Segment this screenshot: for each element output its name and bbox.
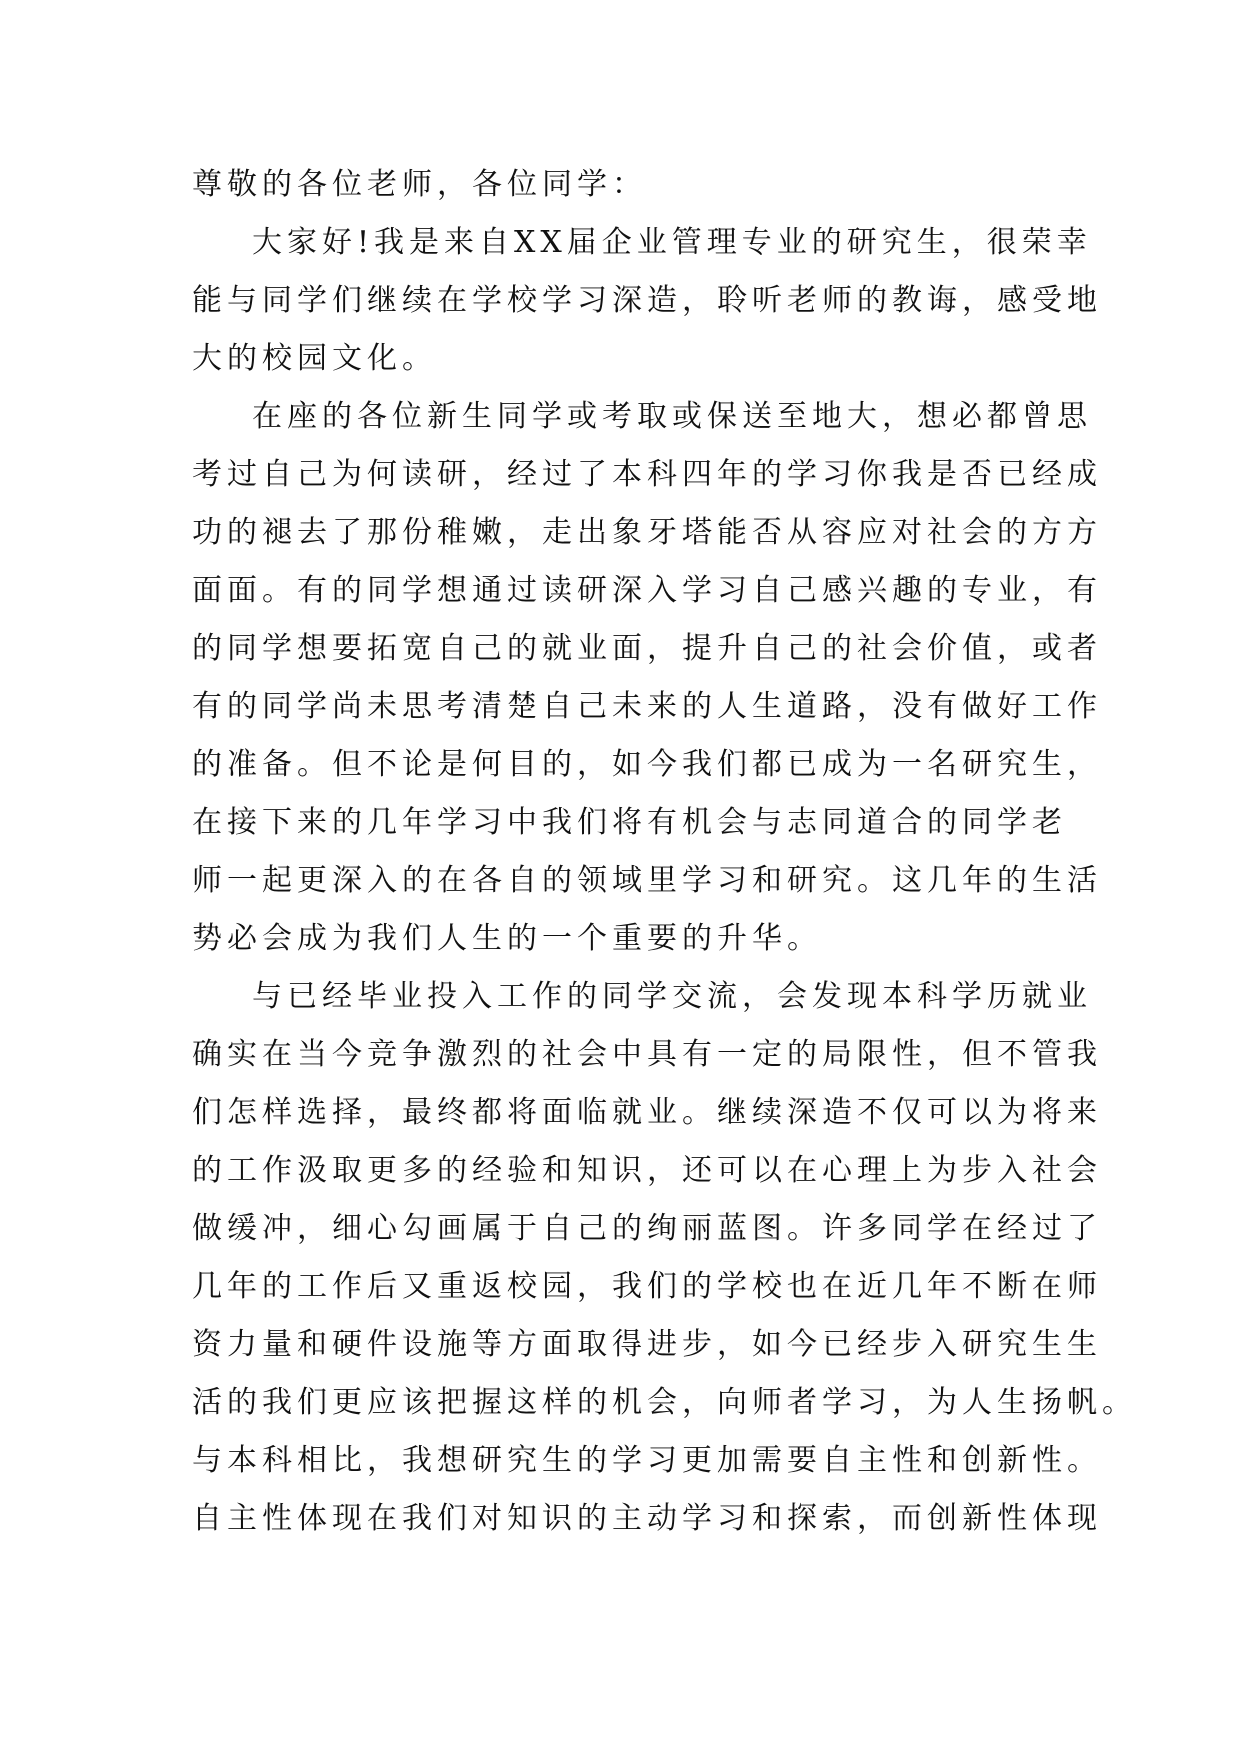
- paragraph-line: 的同学想要拓宽自己的就业面，提升自己的社会价值，或者: [192, 631, 1102, 666]
- paragraph-line: 面面。有的同学想通过读研深入学习自己感兴趣的专业，有: [192, 573, 1102, 608]
- paragraph-line: 活的我们更应该把握这样的机会，向师者学习，为人生扬帆。: [192, 1385, 1137, 1420]
- paragraph-line: 势必会成为我们人生的一个重要的升华。: [192, 921, 822, 956]
- paragraph-line: 确实在当今竞争激烈的社会中具有一定的局限性，但不管我: [192, 1037, 1102, 1072]
- salutation-line: 尊敬的各位老师，各位同学：: [192, 167, 647, 202]
- speech-text: [192, 156, 1137, 1548]
- paragraph-line: 做缓冲，细心勾画属于自己的绚丽蓝图。许多同学在经过了: [192, 1211, 1102, 1246]
- paragraph-line: 的准备。但不论是何目的，如今我们都已成为一名研究生，: [192, 747, 1102, 782]
- paragraph-line: 有的同学尚未思考清楚自己未来的人生道路，没有做好工作: [192, 689, 1102, 724]
- paragraph-line: 们怎样选择，最终都将面临就业。继续深造不仅可以为将来: [192, 1095, 1102, 1130]
- paragraph-line: 与本科相比，我想研究生的学习更加需要自主性和创新性。: [192, 1443, 1102, 1478]
- paragraph-line: 大家好!我是来自XX届企业管理专业的研究生，很荣幸: [252, 225, 1092, 260]
- paragraph-line: 资力量和硬件设施等方面取得进步，如今已经步入研究生生: [192, 1327, 1102, 1362]
- paragraph-line: 功的褪去了那份稚嫩，走出象牙塔能否从容应对社会的方方: [192, 515, 1102, 550]
- paragraph-line: 在接下来的几年学习中我们将有机会与志同道合的同学老: [192, 805, 1067, 840]
- paragraph-line: 与已经毕业投入工作的同学交流，会发现本科学历就业: [252, 979, 1092, 1014]
- paragraph-line: 的工作汲取更多的经验和知识，还可以在心理上为步入社会: [192, 1153, 1102, 1188]
- paragraph-line: 大的校园文化。: [192, 341, 437, 376]
- paragraph-line: 几年的工作后又重返校园，我们的学校也在近几年不断在师: [192, 1269, 1102, 1304]
- paragraph-line: 在座的各位新生同学或考取或保送至地大，想必都曾思: [252, 399, 1092, 434]
- paragraph-line: 师一起更深入的在各自的领域里学习和研究。这几年的生活: [192, 863, 1102, 898]
- paragraph-line: 考过自己为何读研，经过了本科四年的学习你我是否已经成: [192, 457, 1102, 492]
- paragraph-line: 自主性体现在我们对知识的主动学习和探索，而创新性体现: [192, 1501, 1102, 1536]
- paragraph-line: 能与同学们继续在学校学习深造，聆听老师的教诲，感受地: [192, 283, 1102, 318]
